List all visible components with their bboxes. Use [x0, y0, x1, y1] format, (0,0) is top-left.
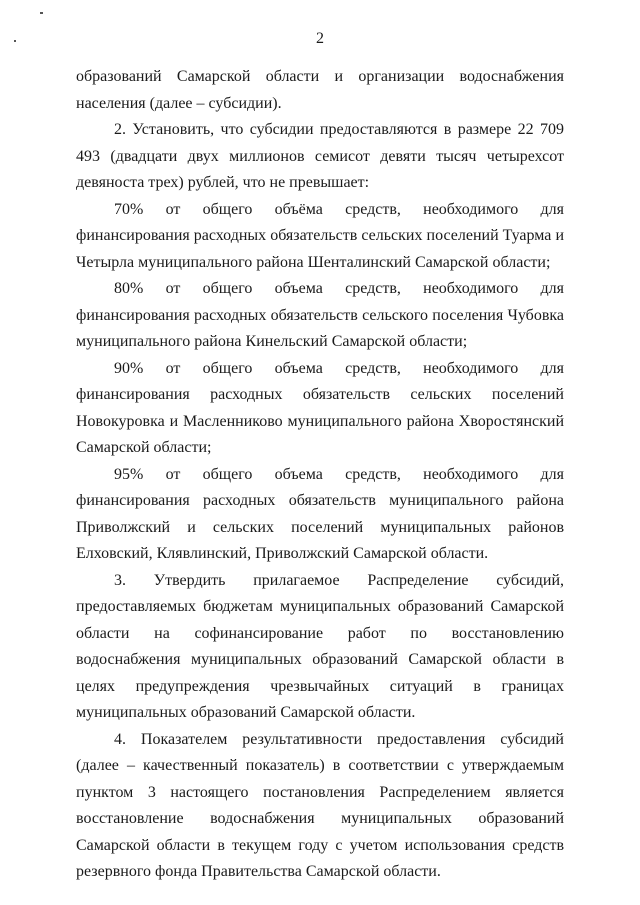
paragraph-item-4: 4. Показателем результативности предоставления субсидий (далее – качественный показатель) в соответствии с утверждаемым пунктом 3 настоящего постановления Распределением является восстановление водоснабжения муниципальных образований Самарской области в текущем году с учетом использования средств резервного фонда Правительства Самарской области. [76, 730, 564, 880]
paragraph-80-percent: 80% от общего объема средств, необходимого для финансирования расходных обязательств сельского поселения Чубовка муниципального района Кинельский Самарской области; [76, 280, 564, 350]
paragraph-item-3: 3. Утвердить прилагаемое Распределение субсидий, предоставляемых бюджетам муниципальных образований Самарской области на софинансирование работ по восстановлению водоснабжения муниципальных образований Самарской области в целях предупреждения чрезвычайных ситуаций в границах муниципальных образований Самарской области. [76, 571, 564, 721]
page-number: 2 [316, 30, 324, 47]
paragraph-item-2: 2. Установить, что субсидии предоставляются в размере 22 709 493 (двадцати двух миллионов семисот девяти тысяч четырехсот девяноста трех) рублей, что не превышает: [76, 121, 564, 191]
paragraph-90-percent: 90% от общего объема средств, необходимого для финансирования расходных обязательств сельских поселений Новокуровка и Масленниково муниципального района Хворостянский Самарской области; [76, 359, 564, 456]
paragraph-95-percent: 95% от общего объема средств, необходимого для финансирования расходных обязательств муниципального района Приволжский и сельских поселений муниципальных районов Елховский, Клявлинский, Приволжский Самарской области. [76, 465, 564, 562]
document-body [76, 64, 564, 886]
paragraph-70-percent: 70% от общего объёма средств, необходимого для финансирования расходных обязательств сельских поселений Туарма и Четырла муниципального района Шенталинский Самарской области; [76, 200, 564, 271]
scan-speck [40, 12, 43, 14]
paragraph-continuation: образований Самарской области и организации водоснабжения населения (далее – субсидии). [76, 68, 564, 112]
